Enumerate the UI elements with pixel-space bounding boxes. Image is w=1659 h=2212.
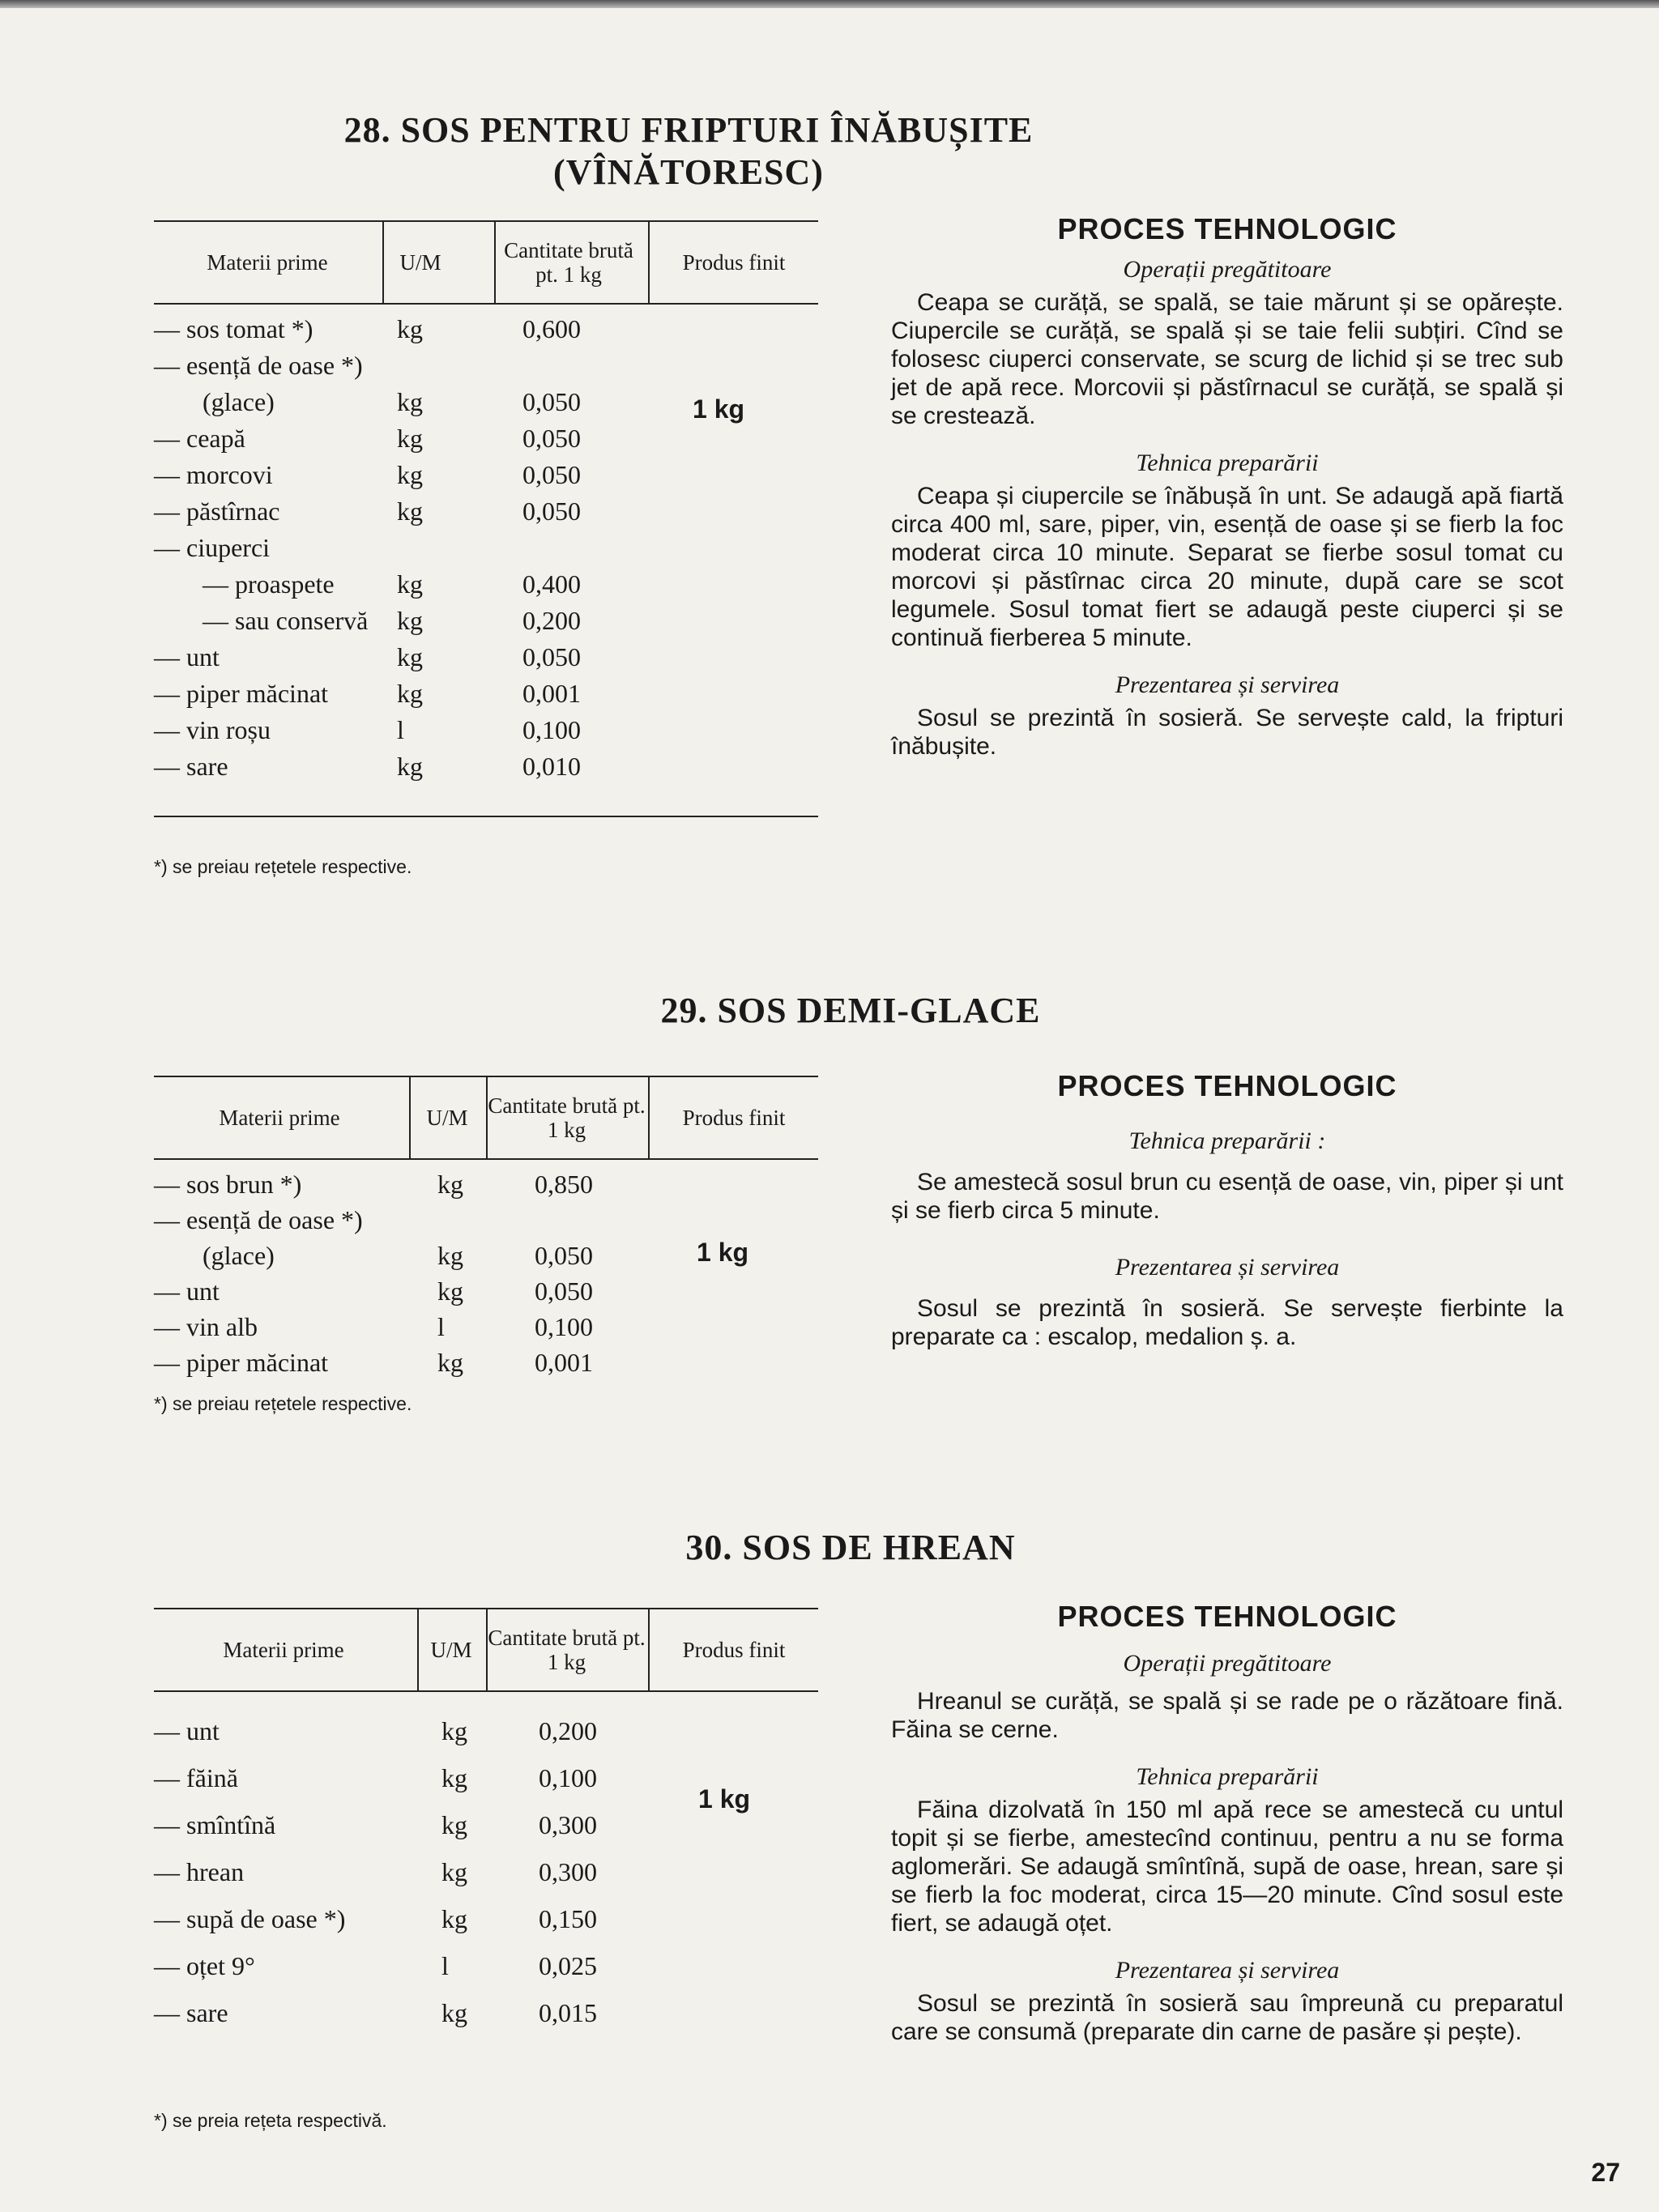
ingredient-um: kg [397,424,423,453]
section-text: Făina dizolvată în 150 ml apă rece se amestecă cu untul topit și se fierbe, amestecînd continuu, pentru a nu se forma aglomerări. Se adaugă smîntînă, supă de oase, hrean, sare și se fierb la foc moderat, circa 15—20 minute. Cînd sosul este fiert, se adaugă oțet. [891,1796,1563,1937]
ingredient-name: — piper măcinat [154,679,329,708]
header-cantitate: Cantitate brută pt. 1 kg [488,1093,646,1142]
ingredient-qty: 0,050 [522,460,581,489]
ingredient-name: — esență de oase *) [154,351,363,380]
header-produs: Produs finit [682,1106,786,1130]
recipe-29-ingredients-table [154,1076,818,1414]
ingredient-um: kg [397,460,423,489]
table-end-line [154,816,818,817]
header-materii: Materii prime [219,1106,340,1130]
ingredient-um: kg [437,1170,463,1199]
recipe-30-proces-tehnologic [891,1600,1563,2046]
ingredient-um: kg [397,642,423,671]
header-materii: Materii prime [223,1638,344,1662]
recipe-29-title [648,990,1053,1032]
ingredient-um: kg [397,387,423,416]
table-row [154,1276,818,1312]
ingredient-qty: 0,150 [539,1904,597,1933]
table-header [154,220,818,305]
ingredient-name: — smîntînă [154,1810,276,1839]
recipe-28-footnote: *) se preiau rețetele respective. [154,856,412,877]
recipe-30-footnote: *) se preia rețeta respectivă. [154,2110,387,2131]
table-row [154,497,818,533]
table-row [154,424,818,460]
ingredient-qty: 0,400 [522,569,581,599]
section-subtitle: Operații pregătitoare [1123,1650,1332,1677]
ingredient-um: kg [437,1276,463,1306]
table-row [154,1205,818,1241]
table-row [154,1716,818,1763]
table-row [154,1810,818,1857]
ingredient-name: — oțet 9° [154,1951,255,1980]
ingredient-qty: 0,300 [539,1857,597,1886]
ingredient-um: kg [441,1998,467,2027]
table-row [154,606,818,642]
proces-heading: PROCES TEHNOLOGIC [1057,1600,1397,1633]
table-row [154,752,818,788]
section-text: Ceapa și ciupercile se înăbușă în unt. Se adaugă apă fiartă circa 400 ml, sare, piper, vin, esență de oase și se fierb la foc moderat circa 10 minute. Separat se fierbe sosul tomat cu morcovi și păstîrnac circa 20 minute, după care se scot legumele. Sosul tomat fiert se adaugă peste ciuperci și se continuă fierberea 5 minute. [891,483,1563,651]
ingredient-name: — unt [154,1716,220,1745]
ingredient-um: kg [397,314,423,343]
header-um: U/M [430,1638,472,1662]
ingredient-name: — vin roșu [154,715,271,744]
ingredient-name: — unt [154,1276,220,1306]
ingredient-um: kg [441,1810,467,1839]
proces-heading: PROCES TEHNOLOGIC [1057,1069,1397,1102]
section-text: Ceapa se curăță, se spală, se taie mărunt și se opărește. Ciupercile se curăță, se spală și se taie felii subțiri. Cînd se folosesc ciuperci conservate, se scurg de lichid și se trec sub jet de apă rece. Morcovii și păstîrnacul se curăță, se spală și se crestează. [891,289,1563,429]
ingredient-qty: 0,600 [522,314,581,343]
ingredient-um: kg [441,1904,467,1933]
table-row [154,1904,818,1951]
section-subtitle: Tehnica preparării : [1128,1127,1326,1154]
ingredient-qty: 0,015 [539,1998,597,2027]
ingredient-name: — morcovi [154,460,273,489]
recipe-28-rows [154,314,818,788]
section-subtitle: Operații pregătitoare [1123,256,1332,283]
recipe-30-rows [154,1716,818,2045]
recipe-28-proces-tehnologic [891,212,1563,761]
ingredient-um: kg [441,1763,467,1792]
ingredient-qty: 0,850 [535,1170,593,1199]
ingredient-qty: 0,200 [539,1716,597,1745]
table-row [154,1312,818,1348]
table-row [154,1857,818,1904]
page-number: 27 [1591,2158,1620,2187]
ingredient-qty: 0,010 [522,752,581,781]
ingredient-name: — hrean [154,1857,245,1886]
ingredient-qty: 0,050 [535,1241,593,1270]
ingredient-qty: 0,050 [522,642,581,671]
table-row [154,642,818,679]
ingredient-qty: 0,025 [539,1951,597,1980]
table-row [154,715,818,752]
table-row [154,569,818,606]
ingredient-qty: 0,001 [522,679,581,708]
ingredient-name: — unt [154,642,220,671]
ingredient-um: l [441,1951,449,1980]
table-row [154,533,818,569]
section-text: Se amestecă sosul brun cu esență de oase, vin, piper și unt și se fierb circa 5 minute. [891,1169,1563,1224]
ingredient-name: — ceapă [154,424,245,453]
table-header [154,1608,818,1692]
page-edge [0,0,1659,8]
recipe-30-title-line1: 30. SOS DE HREAN [685,1528,1016,1567]
ingredient-um: kg [437,1348,463,1377]
ingredient-um: kg [397,606,423,635]
table-row [154,1951,818,1998]
ingredient-um: kg [437,1241,463,1270]
ingredient-name: — esență de oase *) [154,1205,363,1234]
ingredient-name: — sos tomat *) [154,314,313,343]
recipe-30-title [664,1527,1037,1569]
recipe-29-proces-tehnologic [891,1069,1563,1351]
ingredient-um: kg [397,569,423,599]
section-subtitle: Prezentarea și servirea [1115,1957,1340,1984]
header-produs: Produs finit [682,250,786,275]
header-um: U/M [399,250,441,275]
proces-heading: PROCES TEHNOLOGIC [1057,212,1397,245]
recipe-28-ingredients-table [154,220,818,877]
recipe-30-produs-finit: 1 kg [698,1784,751,1813]
ingredient-name: — păstîrnac [154,497,280,526]
ingredient-name: — piper măcinat [154,1348,329,1377]
ingredient-qty: 0,100 [535,1312,593,1341]
ingredient-um: l [437,1312,445,1341]
recipe-29-footnote: *) se preiau rețetele respective. [154,1393,412,1414]
ingredient-qty: 0,050 [522,387,581,416]
section-subtitle: Tehnica preparării [1136,1763,1319,1790]
ingredient-um: kg [397,497,423,526]
table-row [154,314,818,351]
table-row [154,460,818,497]
recipe-29-produs-finit: 1 kg [697,1238,749,1267]
table-row [154,1348,818,1383]
ingredient-qty: 0,050 [522,424,581,453]
section-text: Hreanul se curăță, se spală și se rade pe o răzătoare fină. Făina se cerne. [891,1688,1563,1743]
ingredient-um: kg [441,1857,467,1886]
ingredient-qty: 0,050 [535,1276,593,1306]
header-produs: Produs finit [682,1638,786,1662]
recipe-28-title [243,109,1134,194]
table-row [154,679,818,715]
ingredient-name: — supă de oase *) [154,1904,346,1933]
ingredient-um: kg [397,752,423,781]
ingredient-name: — vin alb [154,1312,258,1341]
ingredient-name: — făină [154,1763,238,1792]
ingredient-qty: 0,200 [522,606,581,635]
ingredient-name: — proaspete [203,569,335,599]
ingredient-qty: 0,050 [522,497,581,526]
header-cantitate: Cantitate brută pt. 1 kg [488,1626,646,1674]
recipe-29-title-line1: 29. SOS DEMI-GLACE [660,991,1041,1030]
recipe-28-produs-finit: 1 kg [693,394,745,424]
ingredient-name: — sare [154,1998,228,2027]
table-row [154,1998,818,2045]
header-cantitate: Cantitate brută pt. 1 kg [504,238,633,287]
recipe-29-rows [154,1170,818,1383]
ingredient-qty: 0,100 [539,1763,597,1792]
section-text: Sosul se prezintă în sosieră sau împreună cu preparatul care se consumă (preparate din carne de pasăre și pește). [891,1990,1563,2045]
section-subtitle: Tehnica preparării [1136,450,1319,476]
header-materii: Materii prime [207,250,328,275]
recipe-28-title-line2: (VÎNĂTORESC) [553,152,824,192]
table-header [154,1076,818,1160]
ingredient-um: kg [397,679,423,708]
table-row [154,351,818,387]
ingredient-name: (glace) [203,1241,275,1270]
ingredient-um: kg [441,1716,467,1745]
section-subtitle: Prezentarea și servirea [1115,1254,1340,1281]
table-row [154,1170,818,1205]
section-text: Sosul se prezintă în sosieră. Se servește cald, la fripturi înăbușite. [891,705,1563,760]
ingredient-qty: 0,100 [522,715,581,744]
ingredient-um: l [397,715,404,744]
recipe-28-title-line1: 28. SOS PENTRU FRIPTURI ÎNĂBUȘITE [343,110,1034,150]
ingredient-qty: 0,001 [535,1348,593,1377]
ingredient-name: — sos brun *) [154,1170,302,1199]
ingredient-name: — ciuperci [154,533,271,562]
ingredient-qty: 0,300 [539,1810,597,1839]
section-subtitle: Prezentarea și servirea [1115,671,1340,698]
header-um: U/M [426,1106,468,1130]
ingredient-name: (glace) [203,387,275,416]
ingredient-name: — sau conservă [203,606,369,635]
section-text: Sosul se prezintă în sosieră. Se servește fierbinte la preparate ca : escalop, medalion ș. a. [891,1295,1563,1350]
recipe-30-ingredients-table [154,1608,818,2131]
ingredient-name: — sare [154,752,228,781]
